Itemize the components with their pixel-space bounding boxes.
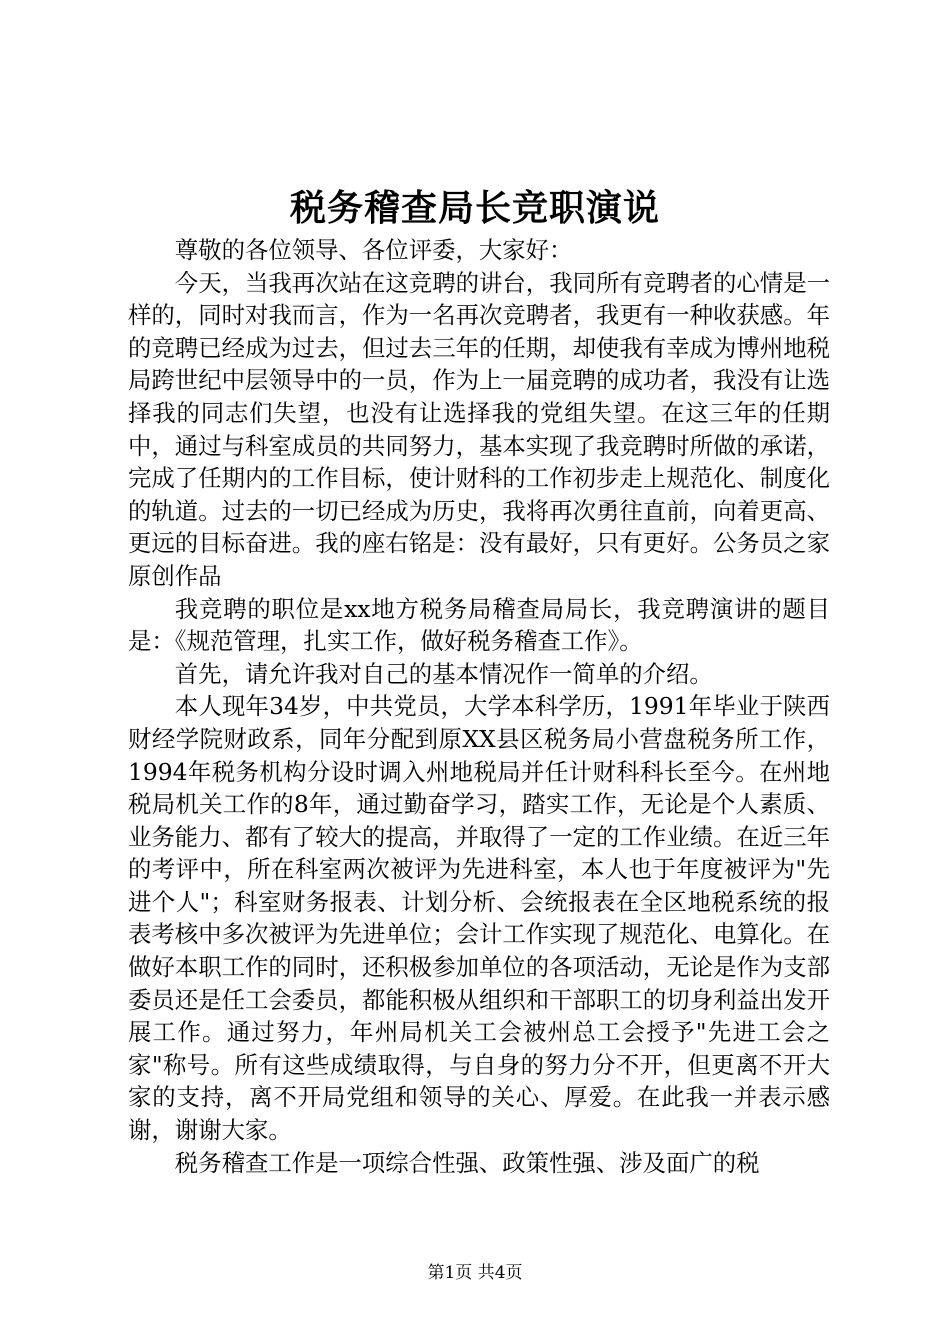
paragraph-salutation: 尊敬的各位领导、各位评委，大家好：: [174, 236, 573, 264]
paragraph-background: 本人现年34岁，中共党员，大学本科学历，1991年毕业于陕西财经学院财政系，同年分配到原XX县区税务局小营盘税务所工作，1994年税务机构分设时调入州地税局并任计财科科长至今。在州地税局机关工作的8年，通过勤奋学习，踏实工作，无论是个人素质、业务能力、都有了较大的提高，并取得了一定的工作业绩。在近三年的考评中，所在科室两次被评为先进科室，本人也于年度被评为"先进个人"；科室财务报表、计划分析、会统报表在全区地税系统的报表考核中多次被评为先进单位；会计工作实现了规范化、电算化。在做好本职工作的同时，还积极参加单位的各项活动，无论是作为支部委员还是任工会委员，都能积极从组织和干部职工的切身利益出发开展工作。通过努力，年州局机关工会被州总工会授予"先进工会之家"称号。所有这些成绩取得，与自身的努力分不开，但更离不开大家的支持，离不开局党组和领导的关心、厚爱。在此我一并表示感谢，谢谢大家。: [128, 692, 830, 1145]
paragraph-audit-work: 税务稽查工作是一项综合性强、政策性强、涉及面广的税: [174, 1148, 760, 1177]
paragraph-opening: 今天，当我再次站在这竞聘的讲台，我同所有竞聘者的心情是一样的，同时对我而言，作为一名再次竞聘者，我更有一种收获感。年的竞聘已经成为过去，但过去三年的任期，却使我有幸成为博州地税局跨世纪中层领导中的一员，作为上一届竞聘的成功者，我没有让选择我的同志们失望，也没有让选择我的党组失望。在这三年的任期中，通过与科室成员的共同努力，基本实现了我竞聘时所做的承诺，完成了任期内的工作目标，使计财科的工作初步走上规范化、制度化的轨道。过去的一切已经成为历史，我将再次勇往直前，向着更高、更远的目标奋进。我的座右铭是：没有最好，只有更好。公务员之家原创作品: [128, 268, 830, 590]
page-number: 第1页 共4页: [427, 1263, 523, 1283]
paragraph-intro: 首先，请允许我对自己的基本情况作一简单的介绍。: [174, 659, 713, 688]
document-body: [128, 234, 830, 1179]
document-title: 税务稽查局长竞职演说: [289, 188, 660, 229]
paragraph-position: 我竞聘的职位是xx地方税务局稽查局局长，我竞聘演讲的题目是：《规范管理，扎实工作，做好税务稽查工作》。: [128, 594, 830, 656]
